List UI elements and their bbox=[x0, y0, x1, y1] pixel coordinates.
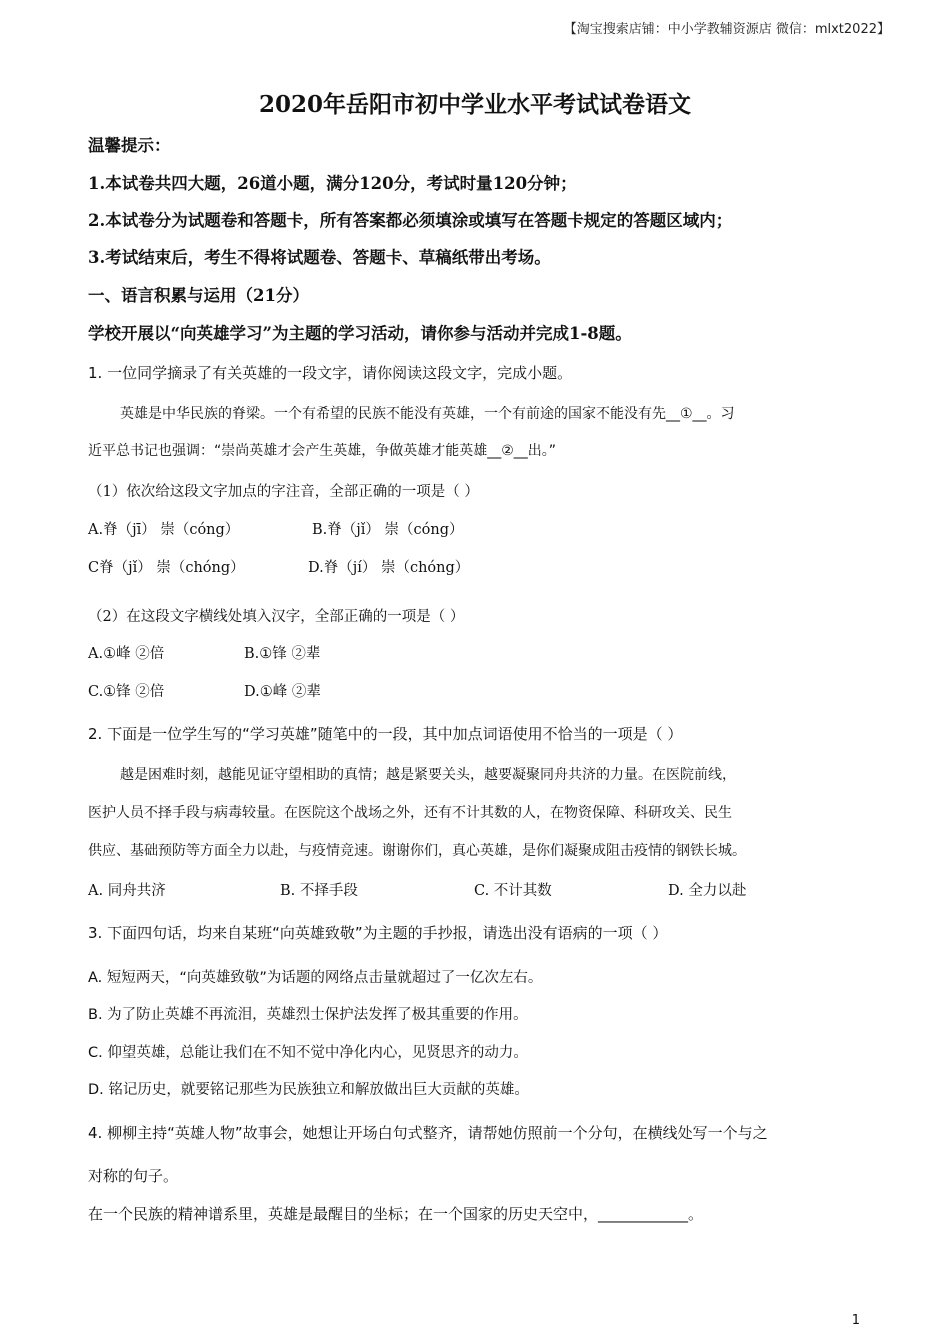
option-a: A.脊（jī） 崇（cóng） bbox=[88, 522, 240, 538]
question-1-sub2: （2）在这段文字横线处填入汉字，全部正确的一项是（ ） bbox=[88, 609, 465, 625]
tips-heading: 温馨提示： bbox=[88, 136, 171, 155]
option-d: D.①峰 ②辈 bbox=[244, 684, 321, 700]
option-a: A. 同舟共济 bbox=[88, 883, 166, 899]
question-1-stem: 1. 一位同学摘录了有关英雄的一段文字，请你阅读这段文字，完成小题。 bbox=[88, 364, 573, 382]
option-c: C. 仰望英雄，总能让我们在不知不觉中净化内心，见贤思齐的动力。 bbox=[88, 1045, 528, 1061]
question-2-stem: 2. 下面是一位学生写的“学习英雄”随笔中的一段，其中加点词语使用不恰当的一项是（ ） bbox=[88, 725, 683, 743]
option-b: B. 不择手段 bbox=[280, 883, 358, 899]
header-note: 【淘宝搜索店铺：中小学教辅资源店 微信：mlxt2022】 bbox=[563, 22, 890, 37]
question-1-sub1: （1）依次给这段文字加点的字注音，全部正确的一项是（ ） bbox=[88, 484, 479, 500]
option-d: D. 铭记历史，就要铭记那些为民族独立和解放做出巨大贡献的英雄。 bbox=[88, 1082, 529, 1098]
option-c: C.①锋 ②倍 bbox=[88, 684, 165, 700]
tip-item: 1.本试卷共四大题，26道小题，满分120分，考试时量120分钟； bbox=[88, 174, 577, 193]
tip-item: 2.本试卷分为试题卷和答题卡，所有答案都必须填涂或填写在答题卡规定的答题区域内； bbox=[88, 211, 733, 230]
option-a: A. 短短两天，“向英雄致敬”为话题的网络点击量就超过了一亿次左右。 bbox=[88, 970, 543, 986]
section-heading: 一、语言积累与运用（21分） bbox=[88, 286, 309, 305]
option-a: A.①峰 ②倍 bbox=[88, 646, 165, 662]
option-b: B.脊（jǐ） 崇（cóng） bbox=[312, 522, 464, 538]
option-c: C脊（jǐ） 崇（chóng） bbox=[88, 560, 245, 576]
question-2-passage-line: 供应、基础预防等方面全力以赴，与疫情竞速。谢谢你们，真心英雄，是你们凝聚成阻击疫情的钢铁长城。 bbox=[88, 843, 746, 859]
question-1-passage-line: 近平总书记也强调：“崇尚英雄才会产生英雄，争做英雄才能英雄__②__出。” bbox=[88, 443, 557, 459]
page-title: 2020年岳阳市初中学业水平考试试卷语文 bbox=[258, 91, 691, 118]
question-4-prompt: 在一个民族的精神谱系里，英雄是最醒目的坐标；在一个国家的历史天空中，____________。 bbox=[88, 1205, 704, 1223]
tip-item: 3.考试结束后，考生不得将试题卷、答题卡、草稿纸带出考场。 bbox=[88, 248, 551, 267]
option-c: C. 不计其数 bbox=[474, 883, 552, 899]
page-number: 1 bbox=[851, 1313, 860, 1328]
question-2-passage-line: 医护人员不择手段与病毒较量。在医院这个战场之外，还有不计其数的人，在物资保障、科研攻关、民生 bbox=[88, 805, 732, 821]
question-2-passage-line: 越是困难时刻，越能见证守望相助的真情；越是紧要关头，越要凝聚同舟共济的力量。在医院前线， bbox=[120, 767, 736, 783]
option-b: B. 为了防止英雄不再流泪，英雄烈士保护法发挥了极其重要的作用。 bbox=[88, 1007, 528, 1023]
question-4-stem: 4. 柳柳主持“英雄人物”故事会，她想让开场白句式整齐，请帮她仿照前一个分句，在横线处写一个与之 bbox=[88, 1124, 768, 1142]
question-3-stem: 3. 下面四句话，均来自某班“向英雄致敬”为主题的手抄报，请选出没有语病的一项（ ） bbox=[88, 924, 668, 942]
question-1-passage-line: 英雄是中华民族的脊梁。一个有希望的民族不能没有英雄，一个有前途的国家不能没有先__①__。习 bbox=[120, 406, 735, 422]
option-b: B.①锋 ②辈 bbox=[244, 646, 321, 662]
option-d: D.脊（jí） 崇（chóng） bbox=[308, 560, 470, 576]
question-4-stem-cont: 对称的句子。 bbox=[88, 1167, 179, 1185]
option-d: D. 全力以赴 bbox=[668, 883, 747, 899]
section-intro: 学校开展以“向英雄学习”为主题的学习活动，请你参与活动并完成1-8题。 bbox=[88, 324, 632, 343]
